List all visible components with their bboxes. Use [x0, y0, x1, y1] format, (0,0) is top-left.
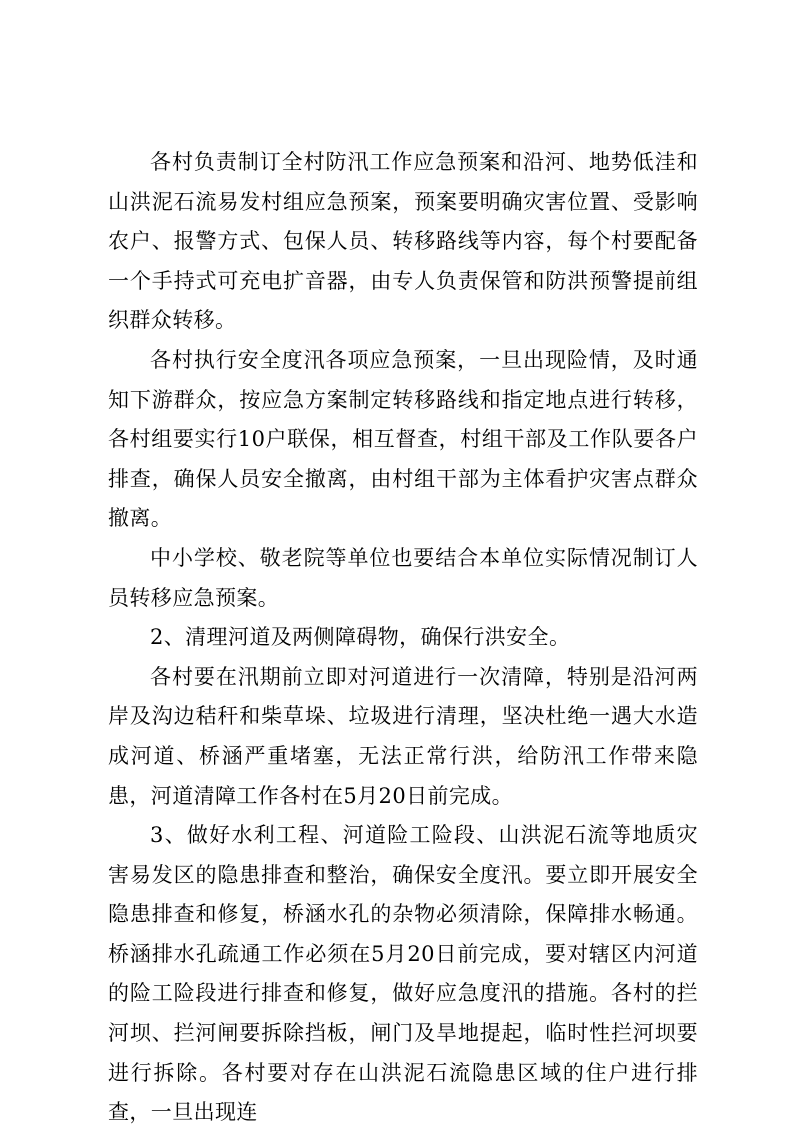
- paragraph-river-clearing: 各村要在汛期前立即对河道进行一次清障，特别是沿河两岸及沟边秸秆和柴草垛、垃圾进行清理，坚决杜绝一遇大水造成河道、桥涵严重堵塞，无法正常行洪，给防汛工作带来隐患，河道清障工作各村在5月20日前完成。: [108, 664, 698, 808]
- paragraph-schools-plans: 中小学校、敬老院等单位也要结合本单位实际情况制订人员转移应急预案。: [108, 545, 698, 610]
- document-body: [108, 143, 698, 1133]
- paragraph-hazard-inspection: 3、做好水利工程、河道险工险段、山洪泥石流等地质灾害易发区的隐患排查和整治，确保安全度汛。要立即开展安全隐患排查和修复，桥涵水孔的杂物必须清除，保障排水畅通。桥涵排水孔疏通工作必须在5月20日前完成，要对辖区内河道的险工险段进行排查和修复，做好应急度汛的措施。各村的拦河坝、拦河闸要拆除挡板，闸门及旱地提起，临时性拦河坝要进行拆除。各村要对存在山洪泥石流隐患区域的住户进行排查，一旦出现连: [108, 823, 698, 1125]
- paragraph-plan-requirements: 各村负责制订全村防汛工作应急预案和沿河、地势低洼和山洪泥石流易发村组应急预案，预案要明确灾害位置、受影响农户、报警方式、包保人员、转移路线等内容，每个村要配备一个手持式可充电扩音器，由专人负责保管和防洪预警提前组织群众转移。: [108, 150, 698, 333]
- section-heading-river-clearing: 2、清理河道及两侧障碍物，确保行洪安全。: [150, 625, 571, 650]
- paragraph-emergency-execution: 各村执行安全度汛各项应急预案，一旦出现险情，及时通知下游群众，按应急方案制定转移路线和指定地点进行转移，各村组要实行10户联保，相互督查，村组干部及工作队要各户排查，确保人员安全撤离，由村组干部为主体看护灾害点群众撤离。: [108, 347, 698, 531]
